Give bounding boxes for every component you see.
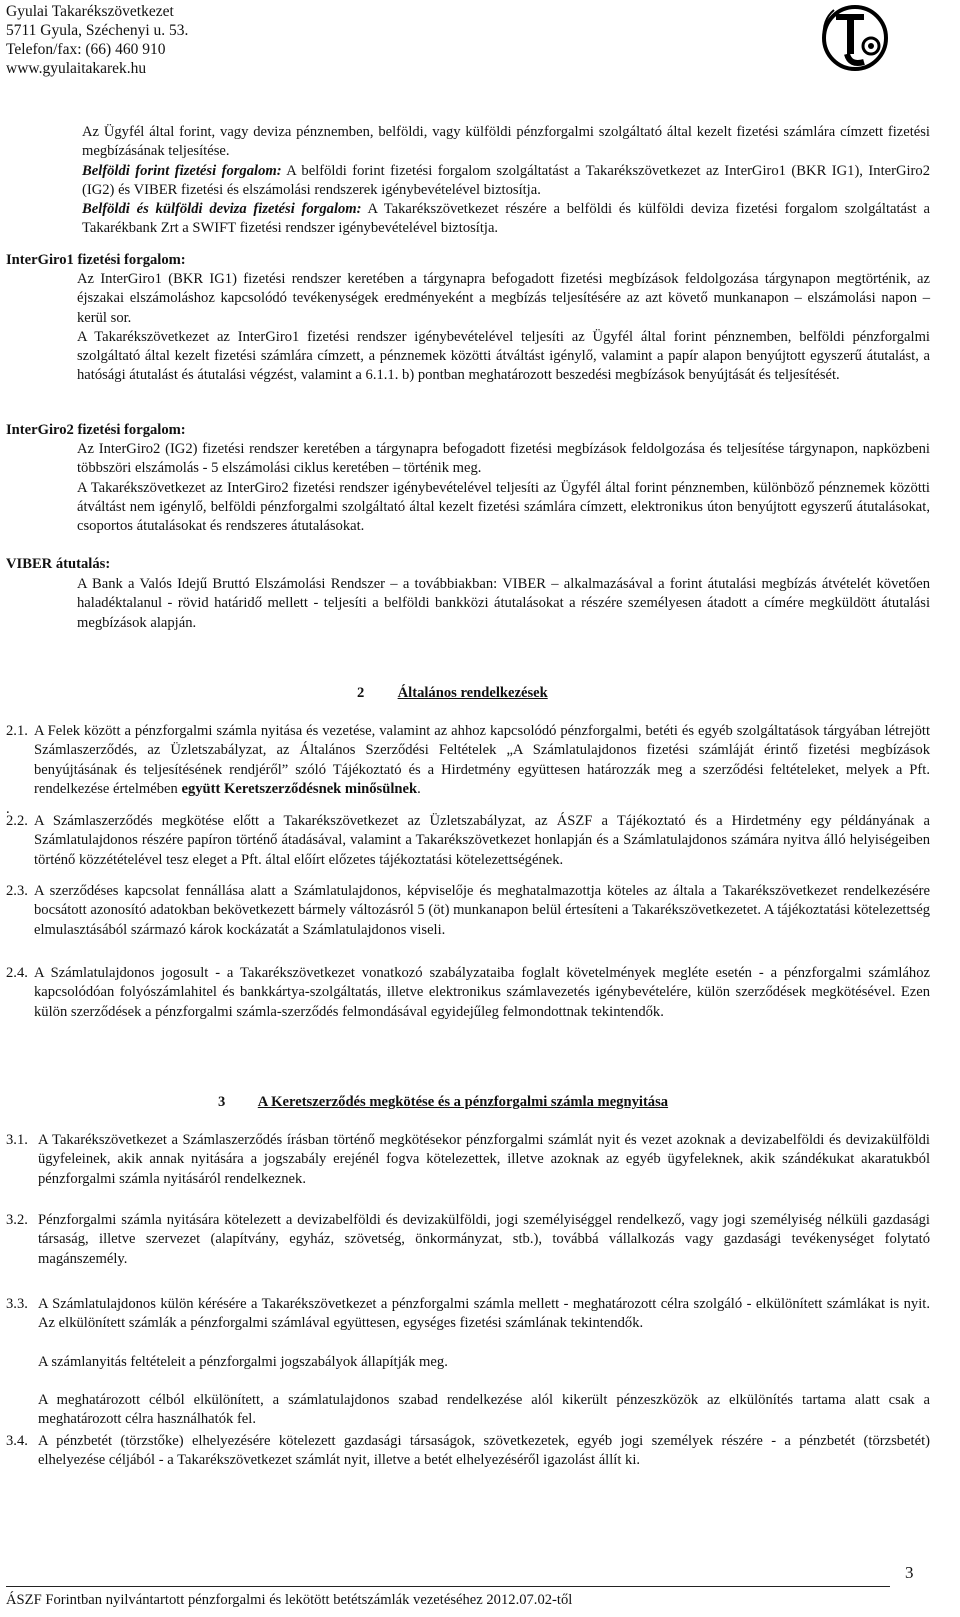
- forint-traffic-text: A belföldi forint fizetési forgalom szolgáltatást a Takarékszövetkezet az InterGiro1 (BKR IG1), InterGiro2 (IG2) és VIBER fizetési és elszámolási rendszerek igénybevételével biztosítja.: [82, 162, 931, 198]
- section-2-title: [357, 684, 548, 703]
- clause-text: A Számlatulajdonos jogosult - a Takarékszövetkezet vonatkozó szabályzataiba foglalt követelmények megléte esetén - a pénzforgalmi számlához kapcsolódóan folyószámlahitel és bankkártya-szolgáltatás, illetve elektronikus számlavezetés igénybevételére, külön szerződések megkötésével. Ezen külön szerződések a pénzforgalmi számla-szerződés felmondásával egyidejűleg felmondottnak tekintendők.: [34, 965, 930, 1020]
- clause-number: 3.2.: [6, 1212, 28, 1228]
- deviza-traffic-paragraph: [82, 200, 930, 239]
- clause-text: A Számlaszerződés megkötése előtt a Takarékszövetkezet az Üzletszabályzat, az ÁSZF a Tájékoztató és a Hirdetmény egy példányának a Számlatulajdonos részére papíron történő átadásával, valamint a Takarékszövetkezet honlapján és a Számlatulajdonos számára nyitva álló helyiségeiben történő közzétételével tesz eleget a Pft. által előírt előzetes tájékoztatási kötelezettségének.: [34, 813, 930, 868]
- clause-2-4: [6, 964, 930, 1022]
- clause-number: 3.3.: [6, 1296, 28, 1312]
- stray-dot: .: [6, 801, 10, 817]
- viber-heading: VIBER átutalás:: [6, 556, 111, 572]
- clause-2-1: 2.1. A Felek között a pénzforgalmi számla nyitása és vezetése, valamint az ahhoz kapcsolódó pénzforgalmi, betéti és egyéb szolgáltatások tárgyában létrejött Számlaszerződés, az Üzletszabályzat, az Általános Szerződési Feltételek „A Számlatulajdonos fizetési számláját érintő fizetési megbízások benyújtásának és teljesítésének rendjéről” szóló Tájékoztató és a Hirdetmény együttesen határozzák meg a szerződési feltételeket, melyek a Pft. rendelkezése értelmében együtt Keretszerződésnek minősülnek.: [6, 722, 930, 799]
- intergiro1-paragraph-1: Az InterGiro1 (BKR IG1) fizetési rendszer keretében a tárgynapra befogadott fizetési megbízások feldolgozása tárgynapon megtörténik, az éjszakai elszámoláshoz kapcsolódó tevékenységek eredményeként a megbízás teljesítésére az azt követő munkanapon – elszámolási napon – kerül sor.: [77, 271, 930, 326]
- clause-2-2: [6, 812, 930, 870]
- intro-block: [82, 123, 930, 239]
- forint-traffic-paragraph: [82, 162, 930, 201]
- page-number: 3: [905, 1563, 914, 1582]
- deviza-traffic-text: A Takarékszövetkezet részére a belföldi és külföldi deviza fizetési forgalom szolgáltatást a Takarékbank Zrt a SWIFT fizetési rendszer igénybevételével biztosítja.: [82, 201, 930, 237]
- deviza-traffic-label: Belföldi és külföldi deviza fizetési forgalom:: [82, 201, 362, 218]
- clause-number: 2.3.: [6, 883, 28, 899]
- bank-name: Gyulai Takarékszövetkezet: [6, 3, 174, 20]
- clause-3-2: [6, 1211, 930, 1269]
- clause-text: A pénzbetét (törzstőke) elhelyezésére kötelezett gazdasági társaságok, szövetkezetek, egyéb jogi személyek részére - a pénzbetét (törzsbetét) elhelyezése céljából - a Takarékszövetkezet számlát nyit, illetve a betét elhelyezéséről igazolást állít ki.: [38, 1433, 930, 1469]
- section-2-number: 2: [357, 685, 365, 701]
- intro-paragraph: Az Ügyfél által forint, vagy deviza pénznemben, belföldi, vagy külföldi pénzforgalmi szolgáltató által kezelt fizetési számlára címzett fizetési megbízásának teljesítése.: [82, 124, 930, 160]
- bank-logo: [820, 0, 890, 78]
- intergiro2-heading: InterGiro2 fizetési forgalom:: [6, 422, 186, 438]
- clause-text: A szerződéses kapcsolat fennállása alatt a Számlatulajdonos, képviselője és meghatalmazottja köteles az általa a Takarékszövetkezet rendelkezésére bocsátott azonosító adatokban bekövetkezett bármely változásról 5 (öt) munkanapon belül értesíteni a Takarékszövetkezetet. A tájékoztatási kötelezettség elmulasztásából származó károk kockázatát a Számlatulajdonos viseli.: [34, 883, 930, 938]
- clause-text: A Felek között a pénzforgalmi számla nyitása és vezetése, valamint az ahhoz kapcsolódó pénzforgalmi, betéti és egyéb szolgáltatások tárgyában létrejött Számlaszerződés, az Üzletszabályzat, az Általános Szerződési Feltételek „A Számlatulajdonos fizetési számláját érintő fizetési megbízások benyújtásának és teljesítésének rendjéről” szóló Tájékoztató és a Hirdetmény együttesen határozzák meg a szerződési feltételeket, melyek a Pft. rendelkezése értelmében: [34, 723, 930, 797]
- section-2-heading: Általános rendelkezések: [397, 685, 548, 701]
- section-3-heading: A Keretszerződés megkötése és a pénzforgalmi számla megnyitása: [257, 1094, 669, 1110]
- clause-bold-text: együtt Keretszerződésnek minősülnek: [181, 780, 418, 797]
- clause-text-earmarked-funds: A meghatározott célból elkülönített, a számlatulajdonos szabad rendelkezése alól kikerült pénzeszközök az elkülönítés tartama alatt csak a meghatározott célra használhatók fel.: [38, 1391, 930, 1428]
- viber-block: [77, 575, 930, 633]
- intergiro1-block: [77, 270, 930, 386]
- clause-text: A Számlatulajdonos külön kérésére a Takarékszövetkezet a pénzforgalmi számla mellett - meghatározott célra szolgáló - elkülönített számlákat is nyit. Az elkülönített számlák a pénzforgalmi számlával együttesen, egységes fizetési számlának tekintendők.: [38, 1296, 930, 1332]
- intergiro1-paragraph-2: A Takarékszövetkezet az InterGiro1 fizetési rendszer igénybevételével teljesíti az Ügyfél által forint pénznemben, belföldi pénzforgalmi szolgáltató által kezelt fizetési számlára címzett, a pénznemek közötti átváltást igénylő, valamint a papír alapon benyújtott egyszerű átutalást, a hatósági átutalást és átutalási végzést, valamint a 6.1.1. b) pontban meghatározott beszedési megbízások benyújtását és teljesítését.: [77, 328, 930, 384]
- intergiro2-paragraph-1: Az InterGiro2 (IG2) fizetési rendszer keretében a tárgynapra befogadott fizetési megbízások feldolgozása és teljesítése tárgynapon, napközbeni többszöri elszámolás - 5 elszámolási ciklus keretében – történik meg.: [77, 441, 930, 477]
- viber-paragraph: A Bank a Valós Idejű Bruttó Elszámolási Rendszer – a továbbiakban: VIBER – alkalmazásával a forint átutalási megbízás átvételét követően haladéktalanul - rövid határidő mellett - teljesíti a belföldi bankközi átutalásokat a részére személyesen átadott a címére megküldött átutalási megbízások alapján.: [77, 576, 930, 631]
- intergiro2-paragraph-2: A Takarékszövetkezet az InterGiro2 fizetési rendszer igénybevételével teljesíti az Ügyfél által forint pénznemben, különböző pénznemek közötti átváltást nem igénylő, belföldi pénzforgalmi szolgáltató által kezelt fizetési számlára címzett, elektronikus úton benyújtott egyszerű átutalásokat, csoportos átutalásokat és rendszeres átutalásokat.: [77, 479, 930, 535]
- intergiro1-heading: InterGiro1 fizetési forgalom:: [6, 252, 186, 268]
- section-3-number: 3: [218, 1094, 226, 1110]
- clause-3-3: [6, 1295, 930, 1429]
- bank-address: 5711 Gyula, Széchenyi u. 53.: [6, 22, 189, 39]
- clause-number: 2.4.: [6, 965, 28, 981]
- clause-number: 2.1.: [6, 723, 28, 739]
- clause-text: A Takarékszövetkezet a Számlaszerződés írásban történő megkötésekor pénzforgalmi számlát nyit és vezet azoknak a devizabelföldi és devizakülföldi ügyfeleinek, akik annak nyitására a jogszabály erejénél fogva kötelezettek, illetve azoknak az egyéb ügyfeleknek, akik szándékukat akaratukból pénzforgalmi számla nyitásáról rendelkeznek.: [38, 1132, 930, 1187]
- clause-3-1: [6, 1131, 930, 1189]
- clause-2-3: [6, 882, 930, 940]
- clause-number: 3.4.: [6, 1433, 28, 1449]
- logo-emblem-icon: [820, 0, 890, 78]
- forint-traffic-label: Belföldi forint fizetési forgalom:: [82, 162, 282, 179]
- section-3-title: [218, 1093, 668, 1112]
- bank-website: www.gyulaitakarek.hu: [6, 60, 147, 77]
- letterhead: [6, 2, 306, 78]
- footer-divider: [6, 1586, 890, 1587]
- clause-text-account-conditions: A számlanyitás feltételeit a pénzforgalmi jogszabályok állapítják meg.: [38, 1353, 448, 1370]
- clause-number: 3.1.: [6, 1132, 28, 1148]
- intergiro2-block: [77, 440, 930, 536]
- clause-text: Pénzforgalmi számla nyitására kötelezett a devizabelföldi és devizakülföldi, jogi személyiséggel rendelkező, vagy jogi személyiség nélküli gazdasági társaság, illetve szervezet (alapítvány, egyház, szövetség, önkormányzat, stb.), továbbá vállalkozás vagy gazdasági tevékenységet folytató magánszemély.: [38, 1212, 930, 1267]
- footer-text: ÁSZF Forintban nyilvántartott pénzforgalmi és lekötött betétszámlák vezetéséhez 2012.07.02-től: [6, 1592, 573, 1608]
- clause-number: 2.2.: [6, 813, 28, 829]
- clause-3-4: [6, 1432, 930, 1471]
- bank-phone: Telefon/fax: (66) 460 910: [6, 41, 166, 58]
